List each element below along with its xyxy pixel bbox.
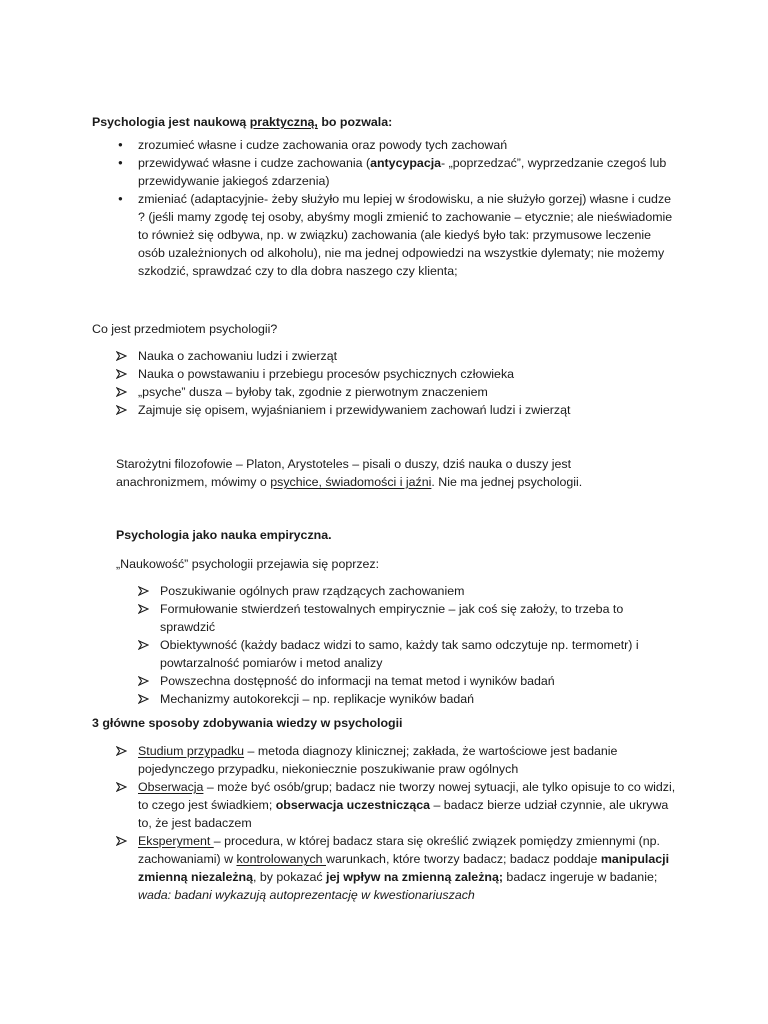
list-item: Obserwacja – może być osób/grup; badacz nie tworzy nowej sytuacji, ale tylko opisuje to co widzi, to czego jest świadkiem; obserwacja uczestnicząca – badacz bierze udział czynnie, ale ukrywa to, że jest badaczem [116,778,676,832]
list-item: Nauka o powstawaniu i przebiegu procesów psychicznych człowieka [116,365,696,383]
section-heading-1: Psychologia jest naukową praktyczną, bo pozwala: [92,115,393,129]
list-item: Poszukiwanie ogólnych praw rządzących zachowaniem [138,582,678,600]
list-item: Zajmuje się opisem, wyjaśnianiem i przewidywaniem zachowań ludzi i zwierząt [116,401,696,419]
section-intro-4: „Naukowość” psychologii przejawia się poprzez: [116,557,380,571]
list-item: przewidywać własne i cudze zachowania (antycypacja- „poprzedzać”, wyprzedzanie czegoś lub przewidywanie jakiegoś zdarzenia) [138,156,667,188]
section-heading-2: Co jest przedmiotem psychologii? [92,322,278,336]
list-item: zmieniać (adaptacyjnie- żeby służyło mu lepiej w środowisku, a nie służyło gorzej) własne i cudze ? (jeśli mamy zgodę tej osoby, abyśmy mogli zmienić to zachowanie – etycznie; ale nieświadomie to również się odbywa, np. w związku) zachowania (ale kiedyś było tak: przymusowe leczenie osób uzależnionych od alkoholu), nie ma jednej odpowiedzi na wszystkie dylematy; nie możemy szkodzić, sprawdzać czy to dla dobra naszego czy klienta; [138,192,673,278]
arrow-list-5 [116,742,676,904]
list-item: Eksperyment – procedura, w której badacz stara się określić związek pomiędzy zmiennymi (np. zachowaniami) w kontrolowanych warunkach, które tworzy badacz; badacz poddaje manipulacji zmienną niezależną, by pokazać jej wpływ na zmienną zależną; badacz ingeruje w badanie; wada: badani wykazują autoprezentację w kwestionariuszach [116,832,676,904]
arrow-list-2 [116,347,696,419]
list-item: Studium przypadku – metoda diagnozy klinicznej; zakłada, że wartościowe jest badanie pojedynczego przypadku, niekoniecznie poszukiwanie praw ogólnych [116,742,676,778]
list-item: Nauka o zachowaniu ludzi i zwierząt [116,347,696,365]
section-heading-5: 3 główne sposoby zdobywania wiedzy w psychologii [92,716,403,730]
bullet-list-1 [116,136,676,280]
list-item: zrozumieć własne i cudze zachowania oraz powody tych zachowań [138,138,508,152]
list-item: Obiektywność (każdy badacz widzi to samo, każdy tak samo odczytuje np. termometr) i powtarzalność pomiarów i metod analizy [138,636,678,672]
list-item: Powszechna dostępność do informacji na temat metod i wyników badań [138,672,678,690]
list-item: Mechanizmy autokorekcji – np. replikacje wyników badań [138,690,678,708]
arrow-list-4 [138,582,678,708]
paragraph-philosophers: Starożytni filozofowie – Platon, Arystoteles – pisali o duszy, dziś nauka o duszy jest anachronizmem, mówimy o psychice, świadomości i jaźni. Nie ma jednej psychologii. [116,457,583,489]
list-item: „psyche” dusza – byłoby tak, zgodnie z pierwotnym znaczeniem [116,383,696,401]
list-item: Formułowanie stwierdzeń testowalnych empirycznie – jak coś się założy, to trzeba to sprawdzić [138,600,678,636]
section-heading-4: Psychologia jako nauka empiryczna. [116,528,332,542]
